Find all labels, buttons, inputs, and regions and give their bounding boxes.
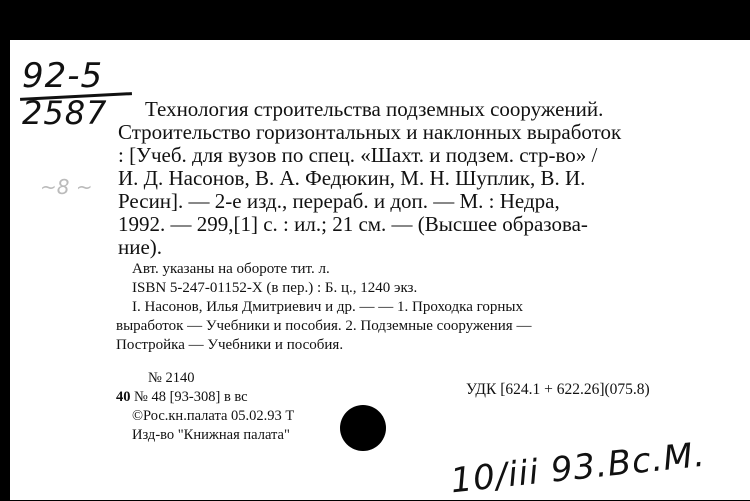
note-line-2: ISBN 5-247-01152-X (в пер.) : Б. ц., 1240 экз. bbox=[132, 280, 418, 296]
title-line-6: 1992. — 299,[1] с. : ил.; 21 см. — (Высшее образова- bbox=[118, 212, 588, 236]
title-line-7: ние). bbox=[118, 235, 163, 259]
title-line-3: : [Учеб. для вузов по спец. «Шахт. и подзем. стр-во» / bbox=[118, 143, 598, 167]
title-line-2: Строительство горизонтальных и наклонных выработок bbox=[118, 120, 622, 144]
author-mark: 2587 bbox=[22, 94, 108, 132]
note-line-5: Постройка — Учебники и пособия. bbox=[116, 337, 344, 353]
chamber-line: ©Рос.кн.палата 05.02.93 Т bbox=[132, 408, 295, 424]
note-line-4: выработок — Учебники и пособия. 2. Подземные сооружения — bbox=[116, 318, 532, 334]
note-line-3: I. Насонов, Илья Дмитриевич и др. — — 1. Проходка горных bbox=[132, 299, 523, 315]
card-number: № 2140 bbox=[148, 370, 195, 386]
class-number: 92-5 bbox=[22, 56, 104, 96]
ink-stamp bbox=[340, 405, 386, 451]
marginal-handwriting: ~8 ~ bbox=[40, 175, 93, 199]
udc-code: УДК [624.1 + 622.26](075.8) bbox=[466, 381, 650, 398]
title-line-5: Ресин]. — 2-е изд., перераб. и доп. — М. : Недра, bbox=[118, 189, 560, 213]
order-prefix: 40 bbox=[116, 389, 131, 405]
handwritten-signature: 10/iii 93.Вс.М. bbox=[448, 434, 708, 501]
note-line-1: Авт. указаны на обороте тит. л. bbox=[132, 261, 330, 277]
title-line-4: И. Д. Насонов, В. А. Федюкин, М. Н. Шуплик, В. И. bbox=[118, 166, 586, 190]
title-line-1: Технология строительства подземных сооружений. bbox=[145, 97, 604, 121]
publisher-line: Изд-во "Книжная палата" bbox=[132, 427, 290, 443]
order-line: № 48 [93-308] в вс bbox=[134, 389, 248, 405]
